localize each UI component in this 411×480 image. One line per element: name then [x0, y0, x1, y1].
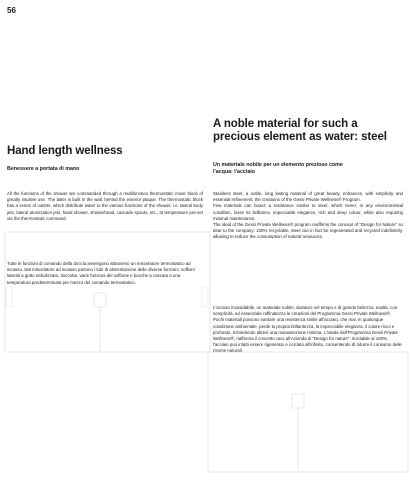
- upper-panel-inset-left: [6, 287, 12, 307]
- left-subtitle: Benessere a portata di mano: [7, 166, 80, 172]
- right-body-english-paragraph-1: Stainless steel, a noble, long lasting material of great beauty, enhances, with simplicity and essential refinement, the creations of the Gessi Private Wellness® Program.: [213, 191, 403, 203]
- right-title: A noble material for such a precious element as water: steel: [213, 118, 387, 143]
- upper-panel-control-square: [94, 293, 106, 307]
- upper-panel-side-box-right: [202, 287, 208, 307]
- upper-panel-side-box-left: [6, 287, 12, 307]
- upper-panel-outline: [5, 232, 210, 352]
- lower-panel-control-square: [292, 394, 304, 408]
- left-title: Hand length wellness: [7, 145, 123, 157]
- right-body-english-paragraph-2: Few materials can boast: a resistance similar to steel, which never, in any environmental condition, loses its brilliance, impeccable elegance, rich and deep colour, while also requiring minimal maintenance.: [213, 203, 403, 221]
- left-body-english-paragraph: All the functions of the shower are commanded through a multifunction thermostatic mixer block of greatly intuitive use. The latter is built in the wall, behind the exterior plaque. The thermostatic block has a series of outlets, which distribute water to the various functions of the shower, i.e. lateral body jets, lateral atomization jets, hand shower, showerhead, cascade spouts, etc., at temperature pre-set via the thermostatic command.: [7, 191, 203, 221]
- right-subtitle-line-1: Un materiale nobile per un elemento prezioso come: [213, 162, 343, 168]
- right-body-english: [213, 191, 403, 241]
- right-body-italian-paragraph: L'acciaio inossidabile, un materiale nobile, duraturo nel tempo e di grande bellezza, esalta, con semplicità, ed essenziale raffinatezza le creazioni del Programma Gessi Private Wellness®. Pochi materiali possono vantare una resistenza simile all'acciaio, che mai, in qualunque condizione ambientale, perde la propria brillantezza, la impeccabile eleganza, il colore ricco e profondo, richiedendo altresì una manutenzione minima. L'ideale dell'Programma Gessi Private Wellness®, riafferma il concetto caro all'Azienda di "Design for nature": riciclabile al 100%, l'acciaio può infatti essere rigenerato e riciclato all'infinito, consentendo di ridurre il consumo delle risorse naturali.: [213, 305, 402, 354]
- right-subtitle-line-2: l'acqua: l'acciaio: [213, 169, 255, 176]
- page-number: 56: [7, 6, 16, 15]
- lower-panel-outline: [208, 352, 408, 472]
- right-body-english-paragraph-3: The ideal of the Gessi Private Wellness® program reaffirms the concept of "Design for Nature" so dear to the company: 100% recyclable, steel can in fact be regenerated and recycled indefinitely, allowing to reduce the consumption of natural resources.: [213, 222, 403, 240]
- right-subtitle: [213, 162, 403, 176]
- upper-panel-inset-right: [202, 287, 208, 307]
- left-body-italian-paragraph: Tutte le funzioni di comando della doccia avvengono attraverso un miscelatore termostatico ad incasso. Dal miscelatore ad incasso partono i tubi di alimentazione delle diverse funzioni: soffioni laterali a getto nebulizzato, doccetta, varie funzioni del soffione e bocche a cascata a una temperatura predeterminata per mezzo del comando termostatico.: [7, 261, 195, 285]
- right-body-italian: [213, 305, 403, 355]
- left-body-english: [7, 191, 203, 222]
- left-body-italian: [7, 261, 203, 286]
